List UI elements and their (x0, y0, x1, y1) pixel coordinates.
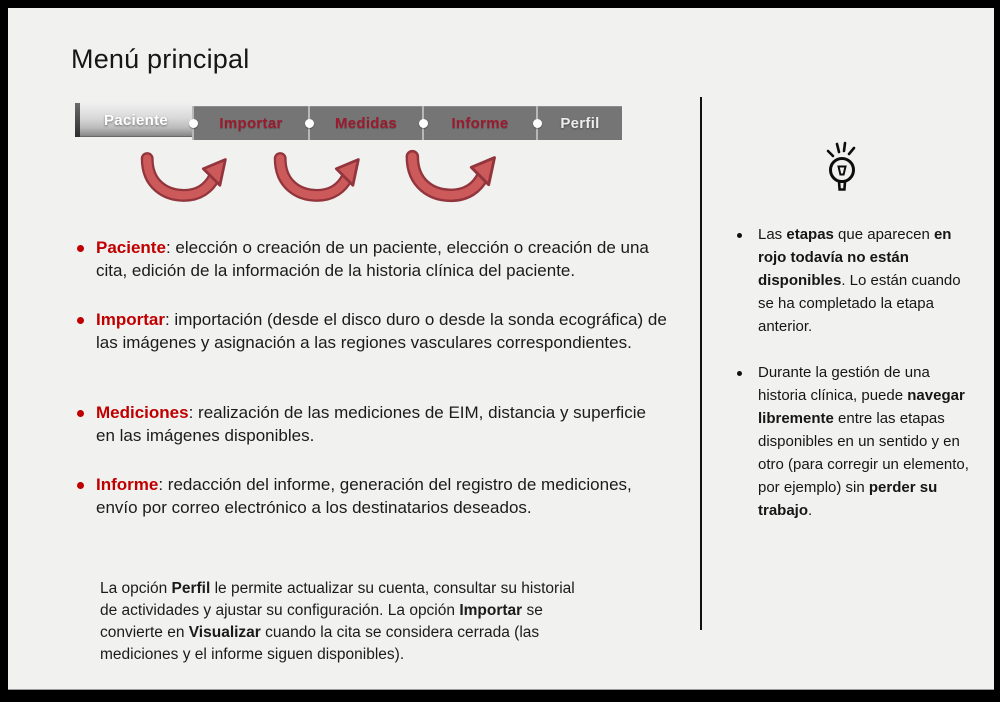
curved-arrow-icon (138, 149, 230, 205)
tip-text: Durante la gestión de una historia clínica, puede navegar libremente entre las etapas disponibles en un sentido y en otro (para corregir un elemento, por ejemplo) sin perder su trabajo. (758, 364, 969, 519)
bullet-desc: : importación (desde el disco duro o desde la sonda ecográfica) de las imágenes y asignación a las regiones vasculares correspondientes. (96, 310, 667, 353)
tab-separator (308, 106, 310, 140)
tab-perfil[interactable] (538, 106, 622, 140)
bullet-keyword: Mediciones (96, 403, 189, 422)
tab-importar-label: Importar (219, 115, 283, 132)
vertical-divider (700, 97, 702, 630)
tip-text: Las etapas que aparecen en rojo todavía no están disponibles. Lo están cuando se ha completado la etapa anterior. (758, 226, 961, 335)
bullet-keyword: Importar (96, 310, 165, 329)
tip-item (737, 362, 970, 523)
bullet-desc: : redacción del informe, generación del registro de mediciones, envío por correo electrónico a los destinatarios deseados. (96, 475, 632, 518)
tab-perfil-label: Perfil (560, 115, 600, 132)
bullet-desc: : elección o creación de un paciente, elección o creación de una cita, edición de la información de la historia clínica del paciente. (96, 238, 649, 281)
tab-paciente-label: Paciente (103, 111, 169, 129)
curved-arrow-icon (271, 149, 363, 205)
bullet-text (96, 236, 669, 283)
tab-informe[interactable] (424, 106, 536, 140)
separator-dot-icon (533, 119, 542, 128)
separator-dot-icon (305, 119, 314, 128)
bullet-text (96, 401, 669, 448)
bullet-icon (737, 371, 742, 376)
tab-separator (192, 106, 194, 140)
tab-paciente[interactable] (80, 103, 192, 137)
list-item (77, 473, 669, 520)
tab-separator (422, 106, 424, 140)
separator-dot-icon (189, 119, 198, 128)
bullet-desc: : realización de las mediciones de EIM, distancia y superficie en las imágenes disponibles. (96, 403, 646, 446)
bullet-text (96, 473, 669, 520)
separator-dot-icon (419, 119, 428, 128)
tab-medidas[interactable] (310, 106, 422, 140)
bullet-keyword: Informe (96, 475, 159, 494)
profile-note: La opción Perfil le permite actualizar su cuenta, consultar su historial de actividades y ajustar su configuración. La opción Importar se convierte en Visualizar cuando la cita se considera cerrada (las mediciones y el informe siguen disponibles). (100, 579, 575, 664)
list-item (77, 308, 669, 355)
tab-separator (536, 106, 538, 140)
bullet-icon (77, 317, 84, 324)
tip-item (737, 224, 970, 339)
list-item (77, 401, 669, 448)
list-item (77, 236, 669, 283)
bullet-icon (737, 233, 742, 238)
tab-informe-label: Informe (451, 115, 509, 132)
page-title: Menú principal (71, 44, 250, 75)
bullet-keyword: Paciente (96, 238, 166, 257)
bullet-icon (77, 410, 84, 417)
tab-importar[interactable] (194, 106, 308, 140)
menu-bar (75, 103, 622, 140)
tab-medidas-label: Medidas (334, 115, 398, 132)
bullet-text (96, 308, 669, 355)
bullet-icon (77, 245, 84, 252)
lightbulb-icon (818, 141, 866, 201)
bullet-icon (77, 482, 84, 489)
curved-arrow-icon (397, 147, 505, 205)
